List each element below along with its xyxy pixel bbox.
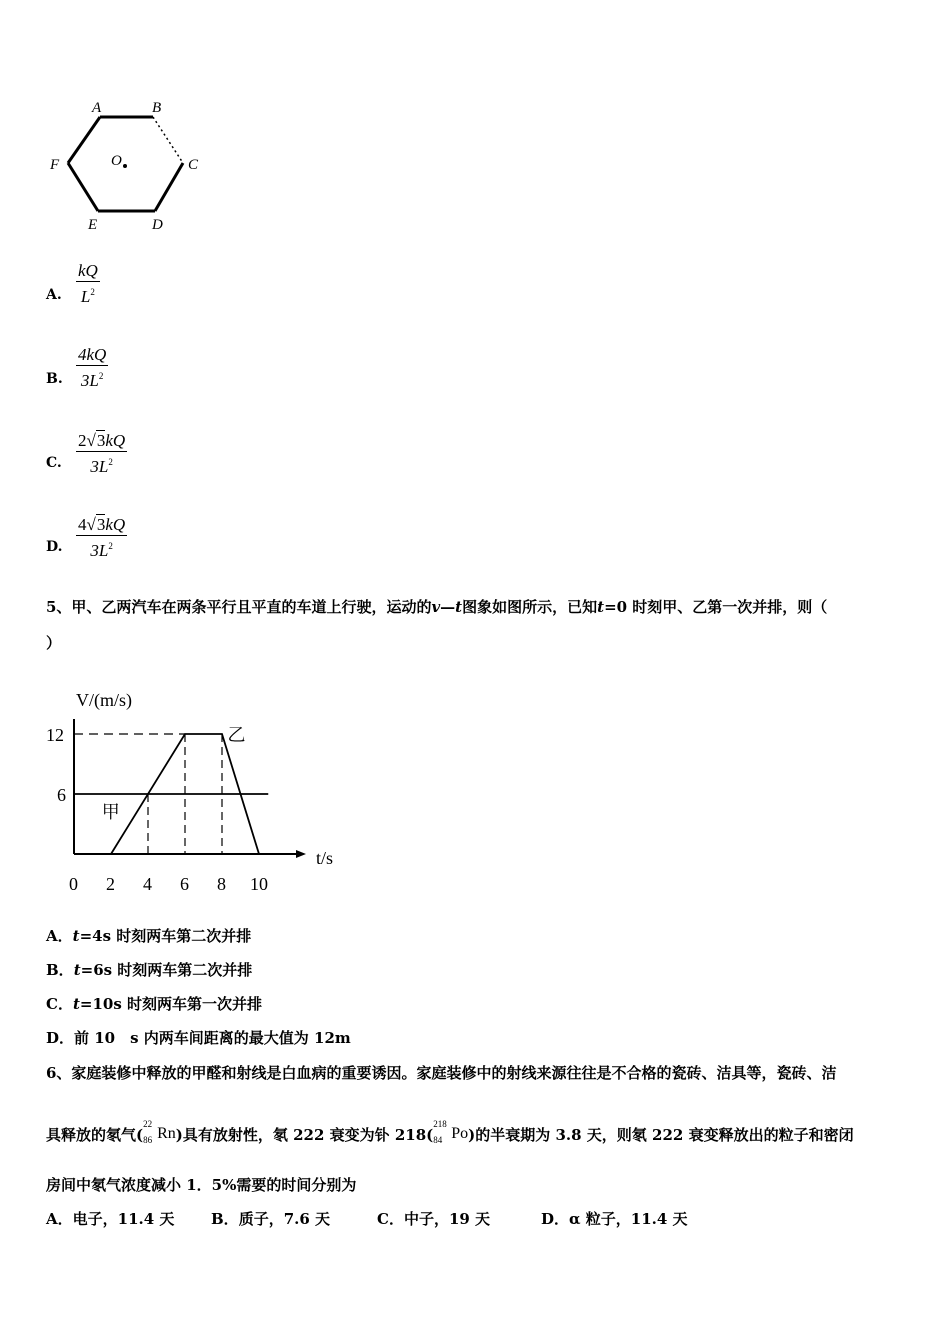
x-axis-arrow bbox=[296, 850, 306, 858]
q6-stem-line2 bbox=[46, 1119, 854, 1145]
option-text: =6s 时刻两车第二次并排 bbox=[80, 961, 253, 979]
q5-stem-part: 5、甲、乙两汽车在两条平行且平直的车道上行驶，运动的 bbox=[46, 598, 432, 616]
option-text: =10s 时刻两车第一次并排 bbox=[79, 995, 263, 1013]
label-a: A bbox=[92, 100, 102, 116]
fraction: $\frac{2√3kQ}{3L^2}$ bbox=[78, 431, 126, 476]
option-text: 质子，7.6 天 bbox=[238, 1210, 331, 1228]
q6-stem-line1: 6、家庭装修中释放的甲醛和射线是白血病的重要诱因。家庭装修中的射线来源往往是不合格的瓷砖、洁具等，瓷砖、洁 bbox=[46, 1064, 837, 1082]
label-d: D bbox=[152, 217, 163, 233]
var-t0: t bbox=[597, 598, 605, 616]
x-tick-label: 6 bbox=[180, 874, 189, 894]
label-e: E bbox=[88, 217, 98, 233]
exponent: 2 bbox=[90, 287, 95, 297]
x-tick-label: 10 bbox=[250, 874, 268, 894]
exponent: 2 bbox=[108, 541, 113, 551]
x-tick-label: 0 bbox=[69, 874, 78, 894]
denominator: 3L bbox=[90, 541, 109, 560]
q6-option-a[interactable] bbox=[46, 1209, 174, 1229]
option-letter: C． bbox=[377, 1210, 404, 1228]
option-letter: B． bbox=[211, 1210, 239, 1228]
exponent: 2 bbox=[108, 457, 113, 467]
denominator: 3L bbox=[80, 371, 99, 390]
dash: — bbox=[440, 598, 456, 616]
option-text: 电子，11.4 天 bbox=[72, 1210, 175, 1228]
option-letter: A. bbox=[46, 287, 62, 303]
label-o: O bbox=[111, 153, 122, 169]
x-tick-label: 4 bbox=[143, 874, 152, 894]
exponent: 2 bbox=[98, 371, 104, 381]
option-letter: A． bbox=[46, 927, 73, 945]
q6-stem-part: 具释放的氡气( bbox=[46, 1126, 144, 1144]
label-c: C bbox=[188, 157, 199, 173]
fraction bbox=[76, 261, 100, 307]
edge-fa bbox=[68, 117, 100, 163]
element-symbol: Po bbox=[451, 1125, 469, 1142]
vt-chart bbox=[40, 678, 360, 900]
q5-stem-line2: ） bbox=[46, 634, 62, 652]
q5-option-d[interactable] bbox=[46, 1028, 351, 1048]
center-point bbox=[123, 164, 127, 168]
numerator-rest: kQ bbox=[105, 515, 126, 534]
option-letter: D． bbox=[46, 1029, 75, 1047]
atomic-number: 86 bbox=[143, 1135, 153, 1145]
label-f: F bbox=[50, 157, 60, 173]
coefficient: 4 bbox=[78, 515, 87, 534]
option-text: =4s 时刻两车第二次并排 bbox=[79, 927, 252, 945]
option-text: α 粒子，11.4 天 bbox=[569, 1210, 688, 1228]
mass-number: 218 bbox=[433, 1119, 447, 1129]
radicand: 3 bbox=[96, 515, 106, 534]
var-v: v bbox=[431, 598, 441, 616]
fraction bbox=[76, 345, 108, 391]
option-letter: D． bbox=[541, 1210, 570, 1228]
series-label-yi: 乙 bbox=[227, 725, 246, 745]
y-axis-label: V/(m/s) bbox=[76, 690, 132, 710]
numerator: kQ bbox=[78, 261, 98, 280]
denominator: L bbox=[80, 287, 91, 306]
q6-option-c[interactable] bbox=[377, 1209, 490, 1229]
label-b: B bbox=[152, 100, 162, 116]
var-t: t bbox=[455, 598, 463, 616]
edge-ef bbox=[68, 163, 98, 211]
q6-option-b[interactable] bbox=[211, 1209, 330, 1229]
element-symbol: Rn bbox=[157, 1125, 176, 1142]
var-t: t bbox=[72, 927, 80, 945]
radon-isotope bbox=[143, 1119, 176, 1145]
option-letter: B． bbox=[46, 961, 74, 979]
series-label-jia: 甲 bbox=[101, 802, 120, 822]
x-tick-label: 2 bbox=[106, 874, 115, 894]
hexagon-figure bbox=[40, 95, 220, 240]
fraction: $\frac{4√3kQ}{3L^2}$ bbox=[78, 515, 126, 560]
option-text: 前 10 s 内两车间距离的最大值为 12m bbox=[74, 1029, 351, 1047]
edge-cd bbox=[155, 163, 183, 211]
option-letter: D. bbox=[46, 539, 63, 555]
polonium-isotope bbox=[433, 1119, 469, 1145]
q6-stem-line3: 房间中氡气浓度减小 1．5%需要的时间分别为 bbox=[46, 1176, 357, 1194]
x-axis-label: t/s bbox=[316, 848, 334, 868]
q5-stem-part: 图象如图所示，已知 bbox=[462, 598, 598, 616]
q5-option-b[interactable] bbox=[46, 960, 252, 980]
var-t: t bbox=[73, 961, 81, 979]
q5-stem-part: =0 时刻甲、乙第一次并排，则（ bbox=[604, 598, 828, 616]
option-letter: A． bbox=[46, 1210, 73, 1228]
numerator-rest: kQ bbox=[105, 431, 126, 450]
radicand: 3 bbox=[96, 431, 106, 450]
q6-stem-part: )具有放射性，氡 222 衰变为钋 218( bbox=[175, 1126, 434, 1144]
option-letter: C． bbox=[46, 995, 73, 1013]
q5-stem-line1 bbox=[46, 597, 827, 617]
q5-option-c[interactable] bbox=[46, 994, 262, 1014]
edge-bc bbox=[153, 117, 183, 163]
var-t: t bbox=[72, 995, 80, 1013]
q6-stem-part: )的半衰期为 3.8 天，则氡 222 衰变释放出的粒子和密闭 bbox=[468, 1126, 854, 1144]
option-text: 中子，19 天 bbox=[403, 1210, 491, 1228]
option-letter: B. bbox=[46, 371, 63, 387]
y-tick-label: 12 bbox=[46, 725, 64, 745]
y-tick-label: 6 bbox=[57, 785, 66, 805]
x-tick-label: 8 bbox=[217, 874, 226, 894]
denominator: 3L bbox=[90, 457, 109, 476]
mass-number: 22 bbox=[143, 1119, 153, 1129]
q6-option-d[interactable] bbox=[541, 1209, 688, 1229]
option-letter: C. bbox=[46, 455, 62, 471]
coefficient: 2 bbox=[78, 431, 87, 450]
atomic-number: 84 bbox=[433, 1135, 443, 1145]
numerator: 4kQ bbox=[78, 345, 107, 364]
q5-option-a[interactable] bbox=[46, 926, 251, 946]
